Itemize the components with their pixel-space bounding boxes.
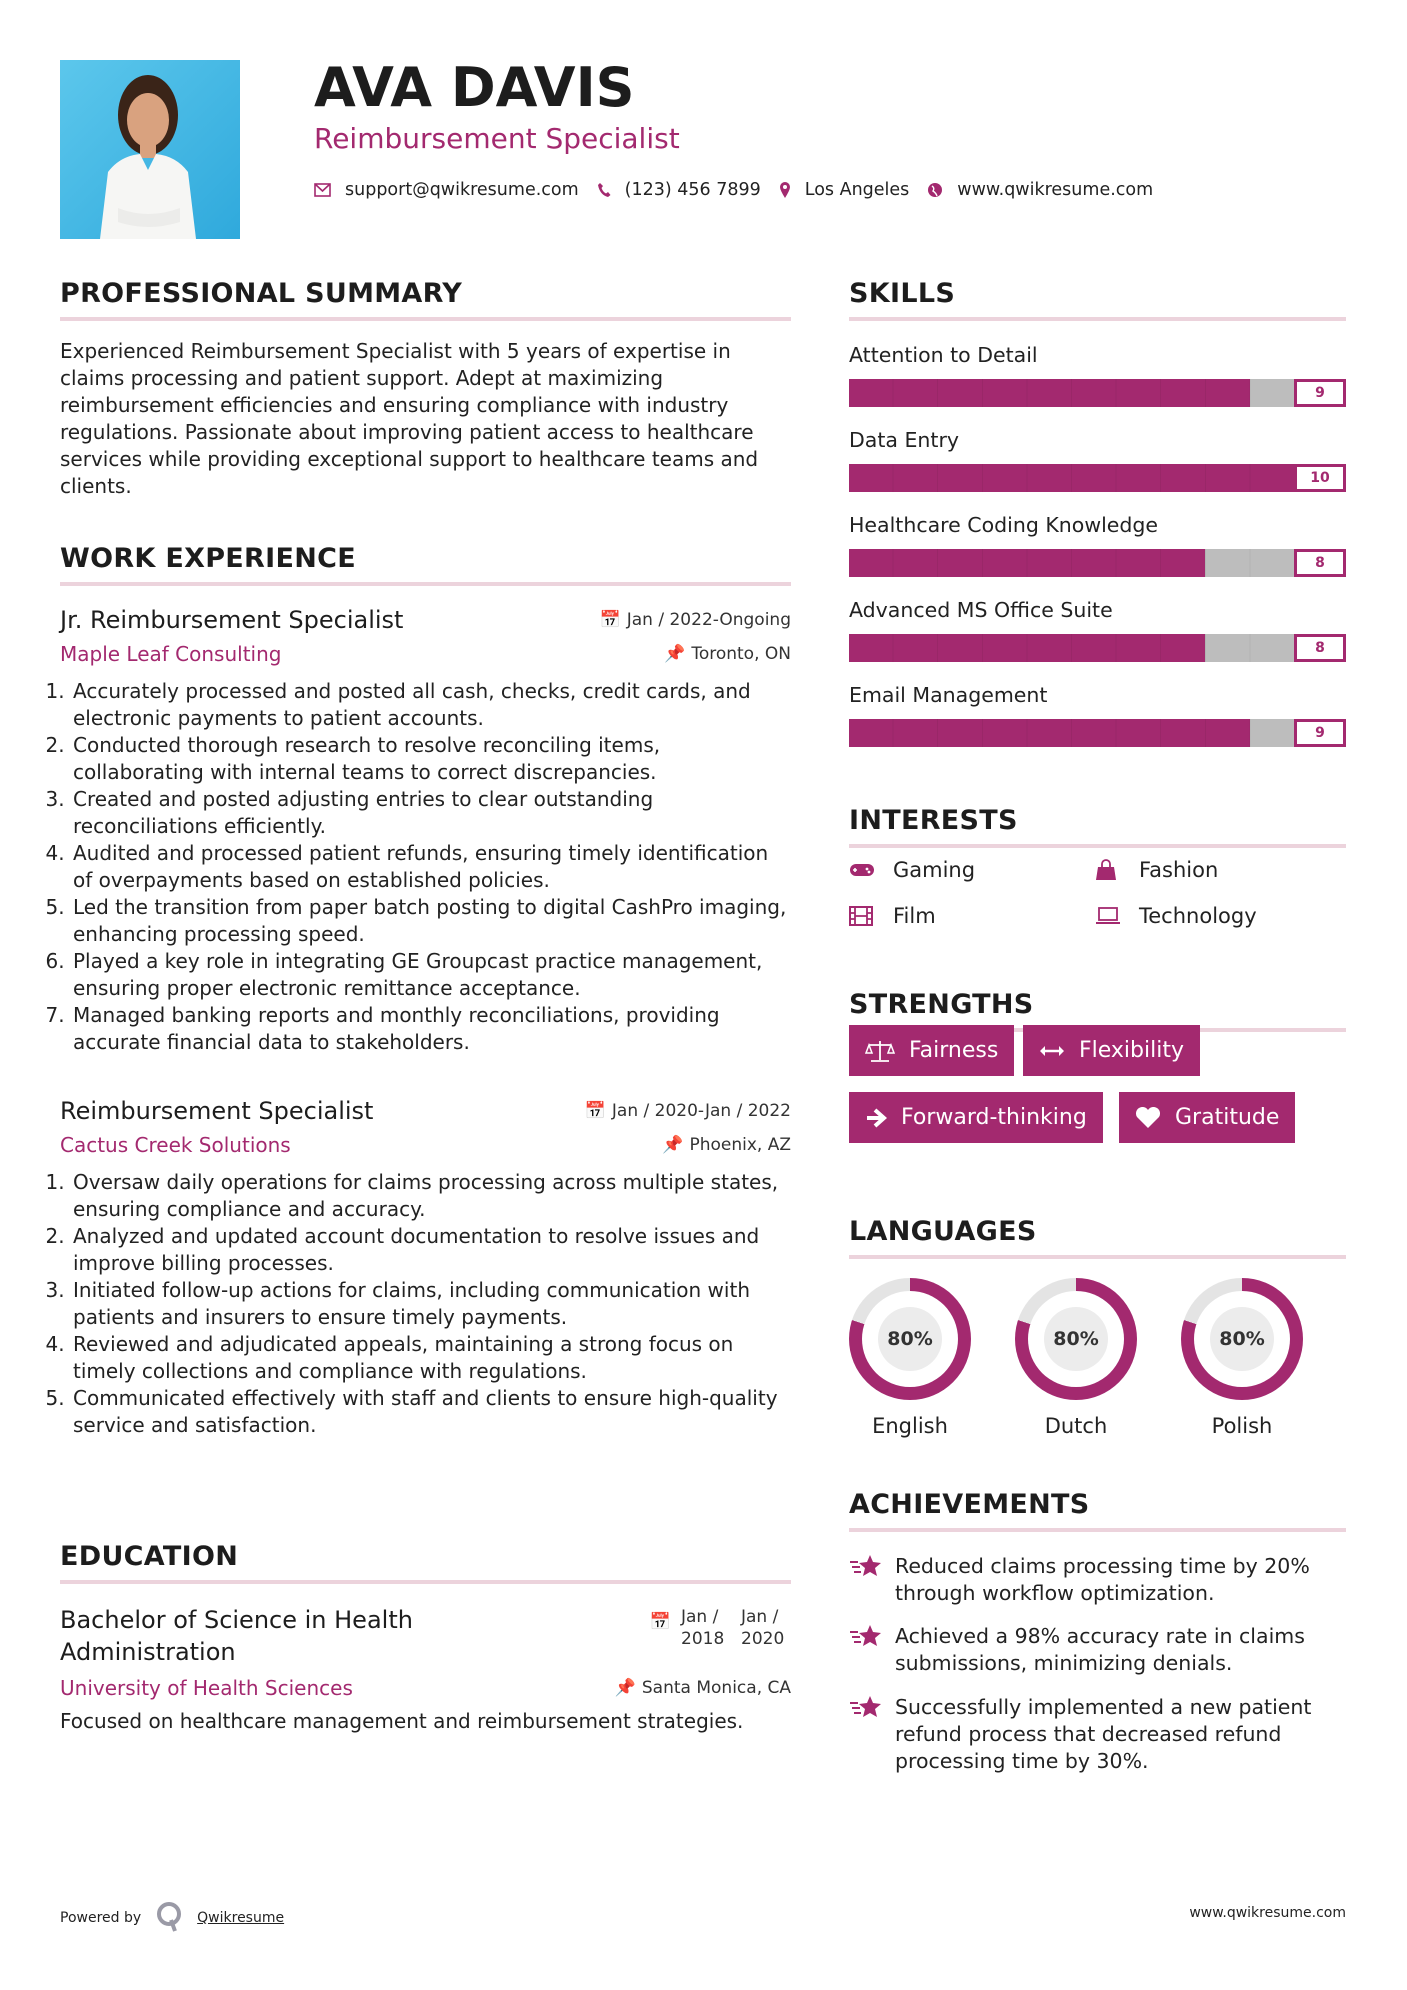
section-heading: WORK EXPERIENCE	[60, 543, 356, 574]
company-name: Cactus Creek Solutions	[60, 1133, 291, 1157]
skill-item	[849, 428, 1346, 492]
job-bullets	[53, 678, 791, 1056]
strength-badge	[1023, 1025, 1200, 1076]
globe-icon	[927, 182, 943, 198]
interests-section	[849, 805, 1346, 985]
language-name: Dutch	[1044, 1414, 1108, 1438]
section-divider	[849, 317, 1346, 321]
bullet-item: 6. Played a key role in integrating GE Groupcast practice management, ensuring proper electronic remittance acceptance.	[71, 948, 791, 1002]
achievement-text: Successfully implemented a new patient refund process that decreased refund processing time by 30%.	[895, 1695, 1312, 1773]
achievements-section	[849, 1489, 1346, 1532]
skill-level: 10	[1294, 464, 1346, 492]
strength-badge	[849, 1025, 1014, 1076]
interest-item	[1095, 904, 1257, 928]
footer-powered-by	[60, 1900, 284, 1936]
job-location-text: Phoenix, AZ	[689, 1135, 791, 1155]
school-name: University of Health Sciences	[60, 1676, 353, 1700]
skill-segments	[849, 719, 1294, 747]
skill-track	[849, 464, 1294, 492]
skill-segments	[849, 634, 1294, 662]
education-end: Jan / 2020	[741, 1607, 785, 1649]
education-start: Jan / 2018	[681, 1607, 725, 1649]
star-motion-icon	[849, 1694, 895, 1775]
donut-hole	[1194, 1291, 1290, 1387]
qwikresume-link[interactable]: Qwikresume	[197, 1910, 285, 1926]
interest-label: Technology	[1139, 904, 1257, 928]
achievement-item	[849, 1553, 1346, 1607]
skill-item	[849, 343, 1346, 407]
language-name: Polish	[1211, 1414, 1273, 1438]
skill-track	[849, 719, 1294, 747]
job-header	[60, 1097, 791, 1125]
contact-location: Los Angeles	[804, 180, 910, 200]
job-location	[662, 1135, 791, 1155]
strength-label: Fairness	[909, 1038, 999, 1063]
skill-bar	[849, 379, 1346, 407]
calendar-icon: 📅	[599, 610, 621, 630]
contact-phone[interactable]: (123) 456 7899	[624, 180, 761, 200]
language-item	[849, 1278, 971, 1438]
arrows-horizontal-icon	[1039, 1044, 1065, 1058]
language-percent: 80%	[878, 1307, 942, 1371]
envelope-icon	[314, 183, 331, 197]
powered-by-label: Powered by	[60, 1910, 142, 1926]
strength-badge	[849, 1092, 1103, 1143]
job-title: Jr. Reimbursement Specialist	[60, 606, 404, 634]
calendar-icon: 📅	[584, 1101, 606, 1121]
bullet-item: 3. Initiated follow-up actions for claims, including communication with patients and insurers to ensure timely payments.	[71, 1277, 791, 1331]
strengths-section	[849, 989, 1346, 1189]
language-percent: 80%	[1210, 1307, 1274, 1371]
contact-row	[314, 180, 1171, 200]
interest-label: Gaming	[893, 858, 976, 882]
job-title: Reimbursement Specialist	[60, 1097, 374, 1125]
skill-level: 9	[1294, 719, 1346, 747]
bullet-item: 1. Accurately processed and posted all cash, checks, credit cards, and electronic payments to patient accounts.	[71, 678, 791, 732]
section-heading: INTERESTS	[849, 805, 1018, 836]
bullet-item: 2. Analyzed and updated account documentation to resolve issues and improve billing processes.	[71, 1223, 791, 1277]
degree-title: Bachelor of Science in Health Administration	[60, 1606, 413, 1666]
languages-section	[849, 1216, 1346, 1456]
interest-item	[849, 904, 936, 928]
education-section	[60, 1541, 791, 1735]
footer-website[interactable]: www.qwikresume.com	[1189, 1905, 1346, 1921]
achievement-text: Achieved a 98% accuracy rate in claims submissions, minimizing denials.	[895, 1624, 1305, 1675]
interest-item	[849, 858, 975, 882]
bullet-item: 4. Audited and processed patient refunds, ensuring timely identification of overpayments based on established policies.	[71, 840, 791, 894]
interest-item	[1095, 858, 1218, 882]
section-divider	[60, 1580, 791, 1584]
job-dates	[600, 610, 791, 630]
section-heading: EDUCATION	[60, 1541, 239, 1572]
skill-bar	[849, 634, 1346, 662]
job-entry	[60, 606, 791, 1056]
strength-badge	[1119, 1092, 1295, 1143]
bullet-item: 2. Conducted thorough research to resolve reconciling items, collaborating with internal teams to correct discrepancies.	[71, 732, 791, 786]
shopping-bag-icon	[1095, 859, 1127, 881]
bullet-item: 5. Communicated effectively with staff and clients to ensure high-quality service and satisfaction.	[71, 1385, 791, 1439]
pushpin-icon: 📌	[662, 1135, 684, 1155]
qwikresume-logo-icon	[155, 1900, 183, 1936]
phone-icon	[597, 182, 611, 198]
strength-label: Forward-thinking	[901, 1105, 1087, 1130]
bullet-item: 7. Managed banking reports and monthly reconciliations, providing accurate financial data to stakeholders.	[71, 1002, 791, 1056]
section-heading: LANGUAGES	[849, 1216, 1037, 1247]
section-divider	[849, 1528, 1346, 1532]
profile-photo	[60, 60, 240, 239]
skill-name: Email Management	[849, 683, 1048, 707]
pushpin-icon: 📌	[664, 644, 686, 664]
summary-text: Experienced Reimbursement Specialist with 5 years of expertise in claims processing and patient support. Adept at maximizing reimbursement efficiencies and ensuring compliance with industry regulations. Passionate about improving patient access to healthcare services while providing exceptional support to healthcare teams and clients.	[60, 339, 759, 498]
job-header	[60, 606, 791, 634]
skill-level: 9	[1294, 379, 1346, 407]
experience-section	[60, 543, 791, 1439]
skill-track	[849, 549, 1294, 577]
contact-email[interactable]: support@qwikresume.com	[345, 180, 579, 200]
section-heading: STRENGTHS	[849, 989, 1034, 1020]
balance-scale-icon	[865, 1039, 895, 1063]
section-divider	[849, 1255, 1346, 1259]
interest-label: Fashion	[1139, 858, 1219, 882]
skill-segments	[849, 464, 1294, 492]
bullet-item: 5. Led the transition from paper batch posting to digital CashPro imaging, enhancing processing speed.	[71, 894, 791, 948]
skill-track	[849, 379, 1294, 407]
skill-name: Data Entry	[849, 428, 960, 452]
company-name: Maple Leaf Consulting	[60, 642, 282, 666]
star-motion-icon	[849, 1553, 895, 1607]
candidate-role: Reimbursement Specialist	[314, 122, 680, 155]
laptop-icon	[1095, 907, 1127, 925]
bullet-item: 1. Oversaw daily operations for claims processing across multiple states, ensuring compliance and accuracy.	[71, 1169, 791, 1223]
skill-item	[849, 683, 1346, 747]
skill-item	[849, 598, 1346, 662]
skill-bar	[849, 464, 1346, 492]
job-bullets	[53, 1169, 791, 1439]
donut-hole	[1028, 1291, 1124, 1387]
calendar-icon: 📅	[649, 1612, 671, 1632]
skill-bar	[849, 719, 1346, 747]
language-percent: 80%	[1044, 1307, 1108, 1371]
job-dates-text: Jan / 2020-Jan / 2022	[611, 1101, 791, 1121]
skill-level: 8	[1294, 549, 1346, 577]
bullet-item: 4. Reviewed and adjudicated appeals, maintaining a strong focus on timely collections and compliance with regulations.	[71, 1331, 791, 1385]
achievement-item	[849, 1623, 1346, 1677]
arrow-right-icon	[865, 1107, 887, 1129]
summary-section	[60, 278, 791, 500]
heart-icon	[1135, 1107, 1161, 1129]
interest-label: Film	[893, 904, 936, 928]
section-heading: SKILLS	[849, 278, 956, 309]
bullet-item: 3. Created and posted adjusting entries to clear outstanding reconciliations efficiently.	[71, 786, 791, 840]
section-heading: ACHIEVEMENTS	[849, 1489, 1090, 1520]
map-pin-icon	[779, 181, 791, 199]
education-description: Focused on healthcare management and reimbursement strategies.	[60, 1709, 744, 1733]
strength-label: Flexibility	[1079, 1038, 1184, 1063]
star-motion-icon	[849, 1623, 895, 1677]
achievement-item	[849, 1694, 1346, 1775]
skill-name: Healthcare Coding Knowledge	[849, 513, 1159, 537]
language-donut	[1015, 1278, 1137, 1400]
contact-website[interactable]: www.qwikresume.com	[957, 180, 1154, 200]
job-location-text: Toronto, ON	[691, 644, 791, 664]
section-divider	[849, 844, 1346, 848]
job-location	[664, 644, 791, 664]
skill-track	[849, 634, 1294, 662]
skill-name: Attention to Detail	[849, 343, 1038, 367]
pushpin-icon: 📌	[614, 1678, 636, 1698]
section-divider	[60, 317, 791, 321]
film-icon	[849, 906, 881, 926]
skill-item	[849, 513, 1346, 577]
language-item	[1181, 1278, 1303, 1438]
achievement-text: Reduced claims processing time by 20% through workflow optimization.	[895, 1554, 1310, 1605]
job-subheader	[60, 642, 791, 666]
education-location: Santa Monica, CA	[641, 1678, 791, 1698]
language-donut	[1181, 1278, 1303, 1400]
candidate-name: AVA DAVIS	[314, 56, 635, 119]
language-item	[1015, 1278, 1137, 1438]
skill-bar	[849, 549, 1346, 577]
skills-section	[849, 278, 1346, 768]
language-name: English	[872, 1414, 948, 1438]
job-subheader	[60, 1133, 791, 1157]
gamepad-icon	[849, 862, 881, 878]
skill-segments	[849, 379, 1294, 407]
donut-hole	[862, 1291, 958, 1387]
job-entry	[60, 1097, 791, 1439]
skill-name: Advanced MS Office Suite	[849, 598, 1113, 622]
section-heading: PROFESSIONAL SUMMARY	[60, 278, 463, 309]
job-dates-text: Jan / 2022-Ongoing	[626, 610, 791, 630]
strength-label: Gratitude	[1175, 1105, 1280, 1130]
language-donut	[849, 1278, 971, 1400]
section-divider	[60, 582, 791, 586]
skill-level: 8	[1294, 634, 1346, 662]
job-dates	[585, 1101, 791, 1121]
skill-segments	[849, 549, 1294, 577]
